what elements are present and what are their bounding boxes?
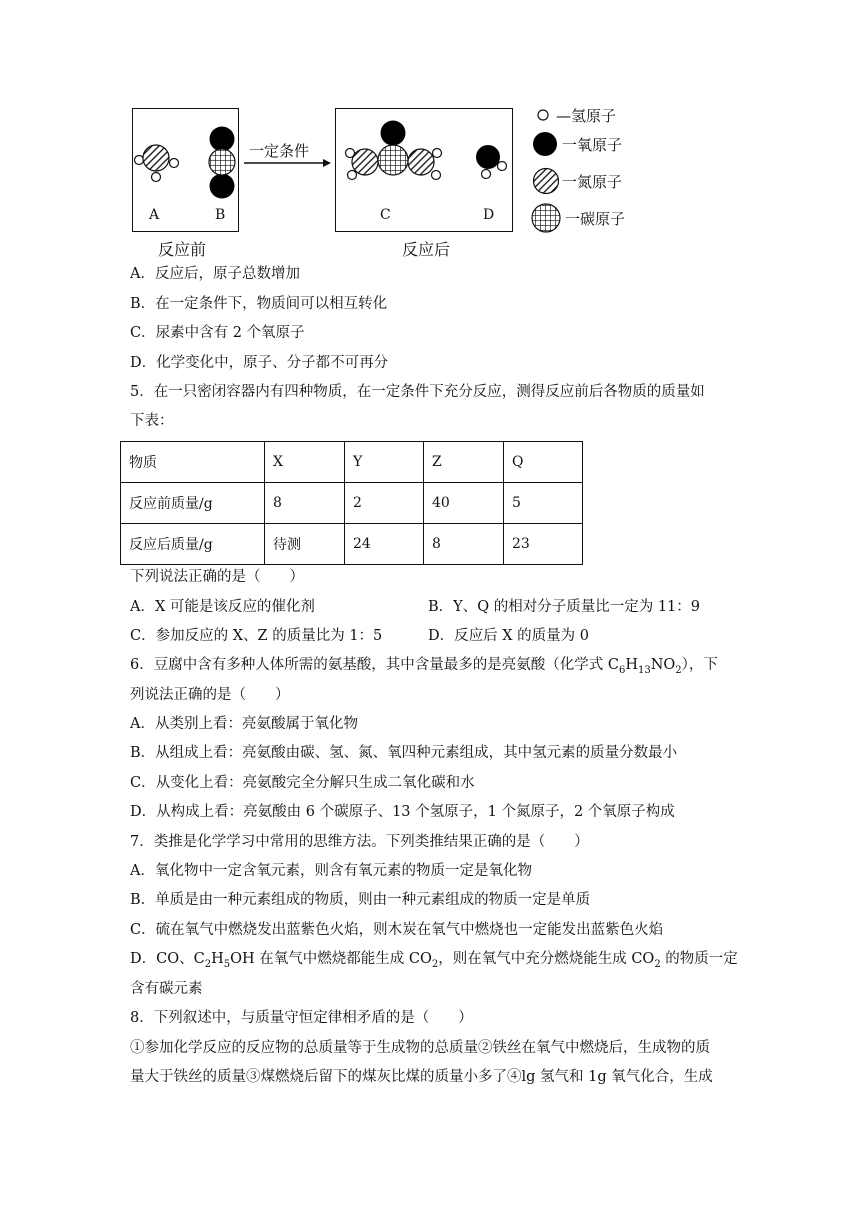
q6-option-c: C．从变化上看：亮氨酸完全分解只生成二氧化碳和水: [130, 775, 475, 791]
table-row: [121, 483, 583, 524]
hydrogen-atom-icon: [135, 156, 144, 165]
oxygen-atom-icon: [381, 121, 406, 146]
nitrogen-atom-icon: [352, 149, 378, 175]
q5-stem-line1: 5．在一只密闭容器内有四种物质，在一定条件下充分反应，测得反应前后各物质的质量如: [130, 384, 705, 400]
label-d: D: [483, 207, 495, 223]
q7-option-d: D．CO、$C_2H_5OH$ 在氧气中燃烧都能生成 $CO_2$，则在氧气中充分燃烧能生成 $CO_2$ 的物质一定: [130, 951, 738, 970]
molecule-b: [209, 127, 235, 199]
q6-option-b: B．从组成上看：亮氨酸由碳、氢、氮、氧四种元素组成，其中氢元素的质量分数最小: [130, 745, 678, 761]
mass-table: [120, 441, 583, 565]
table-cell: 物质: [121, 442, 265, 483]
q5-option-b: B．Y、Q 的相对分子质量比一定为 11：9: [428, 599, 701, 615]
table-cell: 8: [265, 483, 345, 524]
molecule-a: [135, 145, 179, 182]
legend-carbon: 一碳原子: [565, 210, 626, 228]
hydrogen-atom-icon: [433, 149, 442, 158]
q6-stem-line1: 6．豆腐中含有多种人体所需的氨基酸，其中含量最多的是亮氨酸（化学式 $C_6H_{13}NO_2$），下: [130, 657, 718, 676]
q7-option-a: A．氧化物中一定含氧元素，则含有氧元素的物质一定是氧化物: [130, 863, 532, 879]
table-header-row: [121, 442, 583, 483]
table-cell: 2: [345, 483, 424, 524]
oxygen-atom-icon: [533, 132, 557, 156]
nitrogen-atom-icon: [534, 169, 559, 194]
carbon-atom-icon: [209, 149, 235, 175]
q5-option-a: A．X 可能是该反应的催化剂: [130, 599, 315, 615]
hydrogen-atom-icon: [170, 159, 179, 168]
q8-stem: 8．下列叙述中，与质量守恒定律相矛盾的是（ ）: [130, 1010, 473, 1026]
q5-option-d: D．反应后 X 的质量为 0: [428, 628, 590, 644]
q7-option-d-line2: 含有碳元素: [130, 981, 203, 997]
nitrogen-atom-icon: [143, 145, 169, 171]
q4-option-a: A．反应后，原子总数增加: [130, 266, 300, 282]
table-cell: 8: [424, 524, 504, 565]
before-caption: 反应前: [158, 240, 207, 259]
legend-nitrogen: 一氮原子: [562, 173, 623, 191]
table-cell: 待测: [265, 524, 345, 565]
hydrogen-atom-icon: [432, 171, 441, 180]
label-b: B: [215, 207, 226, 223]
molecule-diagram-svg: [0, 0, 860, 240]
molecule-d: [476, 145, 507, 179]
legend-hydrogen: —氢原子: [556, 107, 617, 125]
oxygen-atom-icon: [210, 174, 235, 199]
nitrogen-atom-icon: [408, 149, 434, 175]
hydrogen-atom-icon: [538, 110, 548, 120]
table-cell: X: [265, 442, 345, 483]
table-cell: Q: [504, 442, 583, 483]
q7-option-b: B．单质是由一种元素组成的物质，则由一种元素组成的物质一定是单质: [130, 892, 591, 908]
table-cell: Z: [424, 442, 504, 483]
q8-body-line1: ①参加化学反应的反应物的总质量等于生成物的总质量②铁丝在氧气中燃烧后，生成物的质: [130, 1040, 710, 1056]
hydrogen-atom-icon: [152, 173, 161, 182]
carbon-atom-icon: [378, 145, 408, 175]
q5-prompt: 下列说法正确的是（ ）: [130, 569, 304, 585]
table-cell: 5: [504, 483, 583, 524]
arrow-label: 一定条件: [249, 142, 310, 160]
q5-stem-line2: 下表：: [130, 413, 174, 429]
q4-option-b: B．在一定条件下，物质间可以相互转化: [130, 296, 388, 312]
table-cell: 反应后质量/g: [121, 524, 265, 565]
carbon-atom-icon: [532, 204, 560, 232]
oxygen-atom-icon: [210, 127, 235, 152]
hydrogen-atom-icon: [498, 162, 507, 171]
table-cell: 24: [345, 524, 424, 565]
q8-body-line2: 量大于铁丝的质量③煤燃烧后留下的煤灰比煤的质量小多了④lg 氢气和 1g 氧气化合，生成: [130, 1069, 713, 1085]
q4-option-c: C．尿素中含有 2 个氧原子: [130, 325, 305, 341]
q5-option-c: C．参加反应的 X、Z 的质量比为 1：5: [130, 628, 383, 644]
hydrogen-atom-icon: [348, 171, 357, 180]
label-c: C: [380, 207, 391, 223]
q6-stem-line2: 列说法正确的是（ ）: [130, 687, 290, 703]
q6-option-a: A．从类别上看：亮氨酸属于氧化物: [130, 716, 358, 732]
table-cell: 反应前质量/g: [121, 483, 265, 524]
table-cell: Y: [345, 442, 424, 483]
q6-option-d: D．从构成上看：亮氨酸由 6 个碳原子、13 个氢原子，1 个氮原子，2 个氧原子构成: [130, 804, 675, 820]
oxygen-atom-icon: [476, 145, 500, 169]
molecule-c: [346, 121, 442, 180]
table-cell: 23: [504, 524, 583, 565]
q7-option-c: C．硫在氧气中燃烧发出蓝紫色火焰，则木炭在氧气中燃烧也一定能发出蓝紫色火焰: [130, 922, 664, 938]
label-a: A: [149, 207, 160, 223]
hydrogen-atom-icon: [482, 170, 491, 179]
legend-oxygen: 一氧原子: [562, 136, 623, 154]
after-caption: 反应后: [402, 240, 451, 259]
q4-option-d: D．化学变化中，原子、分子都不可再分: [130, 355, 389, 371]
q7-stem: 7．类推是化学学习中常用的思维方法。下列类推结果正确的是（ ）: [130, 834, 589, 850]
table-cell: 40: [424, 483, 504, 524]
table-row: [121, 524, 583, 565]
legend-icons: [532, 110, 560, 232]
